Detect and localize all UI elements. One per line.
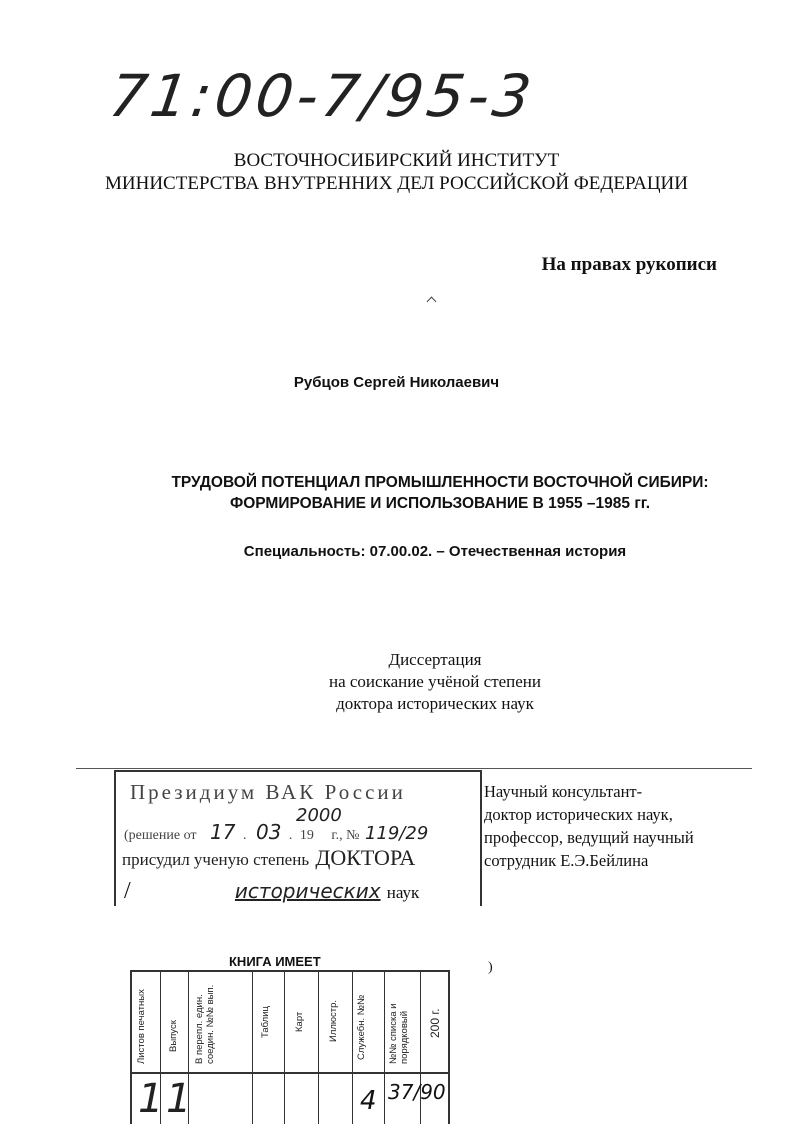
rights-note: На правах рукописи	[541, 254, 717, 275]
stamp-awarded-text: присудил ученую степень	[122, 850, 310, 869]
stamp-year-suffix: г., №	[331, 828, 360, 843]
book-table-row-separator	[132, 1072, 448, 1074]
consultant-line1: Научный консультант-	[484, 782, 643, 801]
dissertation-label: Диссертация	[388, 650, 482, 669]
book-col-maps: Карт	[294, 1011, 305, 1032]
stamp-decision-label: (решение от	[124, 828, 197, 843]
stamp-field-row: / исторических наук	[124, 878, 420, 904]
book-col-list: №№ списка и порядковый	[388, 1003, 410, 1064]
book-col-sheets: Листов печатных	[136, 989, 147, 1064]
stamp-month: 03	[255, 820, 282, 844]
stamp-title: Президиум ВАК России	[130, 780, 406, 804]
book-col-issue: Выпуск	[168, 1020, 179, 1052]
divider-line	[76, 768, 752, 769]
book-col-binding: В перепл. един. соедин. №№ вып.	[194, 984, 216, 1064]
degree-field: доктора исторических наук	[336, 694, 534, 713]
stamp-year-handwritten: 2000	[296, 805, 342, 826]
book-value-sheets: 1	[138, 1076, 164, 1122]
thesis-title-line2: ФОРМИРОВАНИЕ И ИСПОЛЬЗОВАНИЕ В 1955 –1985 гг.	[230, 495, 650, 512]
scan-mark-2: )	[488, 960, 493, 975]
book-col-year: 200 г.	[428, 1008, 442, 1038]
archive-code: 71:00-7/95-3	[105, 62, 539, 130]
degree-sought: на соискание учёной степени	[328, 672, 542, 691]
stamp-number: 119/29	[364, 823, 429, 844]
book-table	[130, 970, 450, 1124]
stamp-day: 17	[210, 820, 236, 844]
stamp-sciences: наук	[386, 883, 420, 902]
book-col-illustrations: Иллюстр.	[328, 999, 339, 1042]
stamp-year-prefix: 19	[299, 828, 314, 843]
book-value-issue: 1	[166, 1076, 192, 1122]
stamp-decision-row: (решение от 17 . 03 . 19 г., № 119/29	[124, 820, 429, 844]
institute-name: ВОСТОЧНОСИБИРСКИЙ ИНСТИТУТ	[233, 150, 560, 171]
book-table-title: КНИГА ИМЕЕТ	[229, 954, 321, 969]
author-name: Рубцов Сергей Николаевич	[293, 374, 500, 391]
consultant-line2: доктор исторических наук,	[484, 805, 673, 824]
ministry-name: МИНИСТЕРСТВА ВНУТРЕННИХ ДЕЛ РОССИЙСКОЙ ФЕДЕРАЦИИ	[105, 173, 688, 194]
book-value-service: 4	[360, 1086, 377, 1116]
stamp-degree: ДОКТОРА	[315, 845, 416, 870]
book-col-service: Служебн. №№	[356, 994, 367, 1060]
scan-mark	[427, 297, 437, 307]
stamp-field-handwritten: исторических	[234, 879, 381, 903]
book-value-list: 37/90	[388, 1080, 446, 1104]
consultant-line4: сотрудник Е.Э.Бейлина	[484, 851, 649, 870]
stamp-awarded-row	[122, 845, 415, 871]
consultant-block	[484, 780, 694, 872]
speciality: Специальность: 07.00.02. – Отечественная история	[243, 543, 627, 560]
book-col-tables: Таблиц	[260, 1006, 271, 1038]
thesis-title-line1: ТРУДОВОЙ ПОТЕНЦИАЛ ПРОМЫШЛЕННОСТИ ВОСТОЧНОЙ СИБИРИ:	[171, 474, 709, 491]
consultant-line3: профессор, ведущий научный	[484, 828, 694, 847]
